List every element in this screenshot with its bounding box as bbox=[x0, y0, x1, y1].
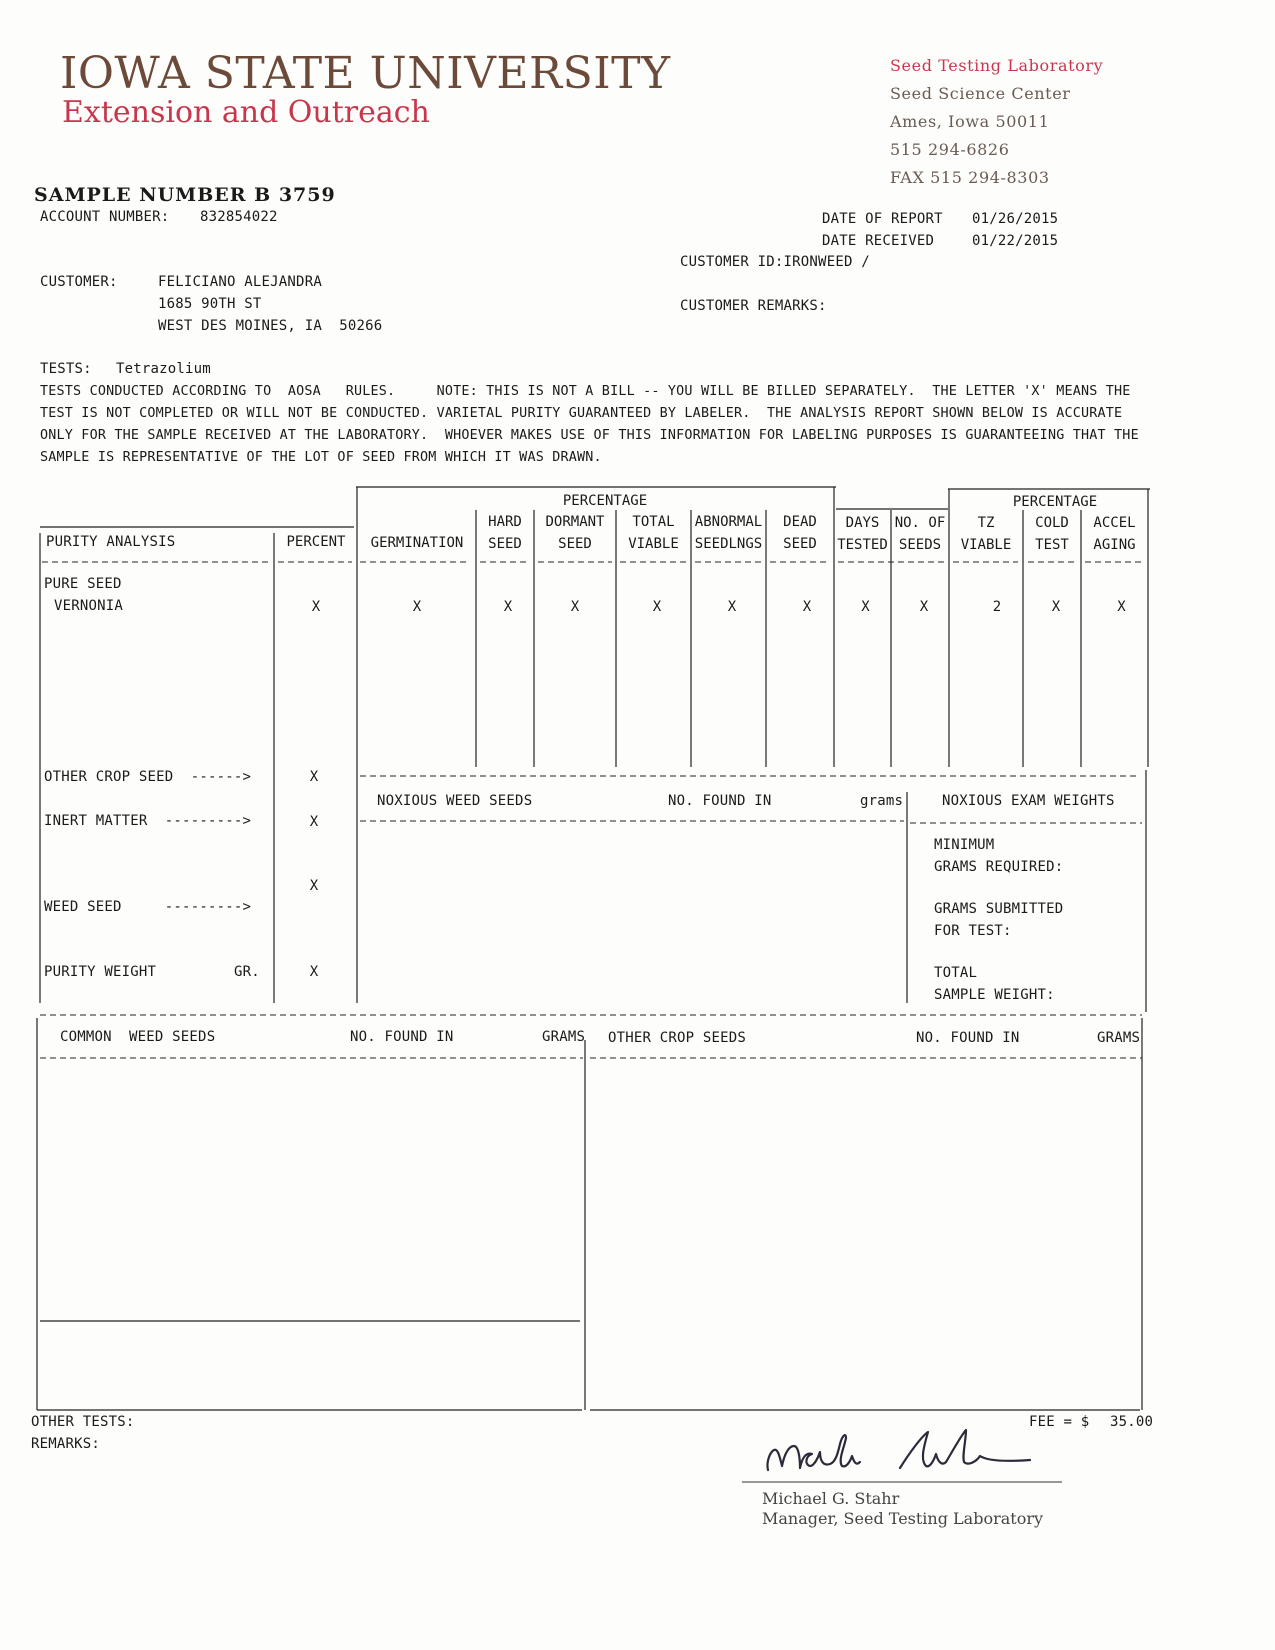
no-of-seeds-value: X bbox=[919, 599, 929, 615]
signer-name: Michael G. Stahr bbox=[762, 1489, 900, 1508]
fee-label: FEE = $ bbox=[1029, 1414, 1090, 1430]
dormant-seed-value: X bbox=[570, 599, 580, 615]
signer-title: Manager, Seed Testing Laboratory bbox=[762, 1509, 1044, 1528]
grams-submitted-label: GRAMS SUBMITTED bbox=[934, 901, 1064, 917]
noxious-found-in-header: NO. FOUND IN bbox=[668, 793, 772, 809]
dead-seed-header: DEAD bbox=[783, 514, 817, 530]
other-crop-found-in-header: NO. FOUND IN bbox=[916, 1030, 1020, 1046]
total-viable-header: VIABLE bbox=[628, 536, 679, 552]
common-grams-header: GRAMS bbox=[542, 1029, 586, 1045]
days-tested-value: X bbox=[861, 599, 870, 615]
tz-viable-header: TZ bbox=[977, 515, 995, 531]
no-of-seeds-header: NO. OF bbox=[894, 515, 946, 531]
purity-weight-label: PURITY WEIGHT bbox=[44, 964, 157, 980]
cold-test-header: COLD bbox=[1035, 515, 1069, 531]
inert-matter-label: INERT MATTER ---------> bbox=[44, 813, 252, 829]
inert-matter-value: X bbox=[309, 814, 319, 830]
total-viable-header: TOTAL bbox=[632, 514, 675, 530]
notice-line: TESTS CONDUCTED ACCORDING TO AOSA RULES. NOTE: THIS IS NOT A BILL -- YOU WILL BE BILLED SEPARATELY. THE LETTER 'X' MEANS THE bbox=[40, 384, 1131, 399]
accel-aging-header: AGING bbox=[1093, 537, 1136, 553]
date-received-label: DATE RECEIVED bbox=[822, 233, 935, 249]
minimum-label: MINIMUM bbox=[934, 837, 995, 853]
common-weed-seeds-header: COMMON WEED SEEDS bbox=[60, 1029, 216, 1045]
lab-phone: 515 294-6826 bbox=[890, 140, 1010, 159]
dead-seed-value: X bbox=[802, 599, 812, 615]
lab-fax: FAX 515 294-8303 bbox=[890, 168, 1050, 187]
sample-number: SAMPLE NUMBER B 3759 bbox=[34, 184, 336, 206]
purity-analysis-header: PURITY ANALYSIS bbox=[46, 534, 176, 550]
weed-seed-value: X bbox=[309, 878, 319, 894]
cold-test-header: TEST bbox=[1035, 537, 1069, 553]
percentage-header: PERCENTAGE bbox=[562, 493, 648, 509]
noxious-grams-header: grams bbox=[860, 793, 904, 809]
percentage-header-right: PERCENTAGE bbox=[1012, 494, 1098, 510]
purity-weight-value: X bbox=[309, 964, 319, 980]
customer-remarks-label: CUSTOMER REMARKS: bbox=[680, 298, 827, 314]
account-label: ACCOUNT NUMBER: bbox=[40, 209, 170, 225]
lab-center: Seed Science Center bbox=[890, 84, 1071, 103]
days-tested-header: TESTED bbox=[837, 537, 888, 553]
hard-seed-header: HARD bbox=[488, 514, 522, 530]
cold-test-value: X bbox=[1051, 599, 1061, 615]
for-test-label: FOR TEST: bbox=[934, 923, 1012, 939]
signature-image bbox=[740, 1422, 1070, 1484]
dormant-seed-header: DORMANT bbox=[545, 514, 605, 530]
fee-amount: 35.00 bbox=[1110, 1414, 1154, 1430]
other-crop-seed-value: X bbox=[309, 769, 319, 785]
other-tests-label: OTHER TESTS: bbox=[31, 1414, 135, 1430]
percent-header: PERCENT bbox=[286, 534, 346, 550]
crop-name: VERNONIA bbox=[54, 598, 124, 614]
tests-value: Tetrazolium bbox=[116, 361, 211, 377]
tz-viable-header: VIABLE bbox=[960, 537, 1012, 553]
date-of-report: 01/26/2015 bbox=[972, 211, 1059, 227]
germination-header: GERMINATION bbox=[370, 535, 464, 551]
hard-seed-header: SEED bbox=[488, 536, 522, 552]
notice-line: ONLY FOR THE SAMPLE RECEIVED AT THE LABORATORY. WHOEVER MAKES USE OF THIS INFORMATION FOR LABELING PURPOSES IS GUARANTEEING THAT THE bbox=[40, 428, 1139, 443]
sample-weight-label: SAMPLE WEIGHT: bbox=[934, 987, 1055, 1003]
customer-street: 1685 90TH ST bbox=[158, 296, 262, 312]
remarks-label: REMARKS: bbox=[31, 1436, 101, 1452]
university-name: IOWA STATE UNIVERSITY bbox=[60, 48, 671, 99]
abnormal-seedlings-value: X bbox=[727, 599, 737, 615]
pure-seed-label: PURE SEED bbox=[44, 576, 122, 592]
germination-value: X bbox=[412, 599, 422, 615]
dormant-seed-header: SEED bbox=[558, 536, 592, 552]
lab-city: Ames, Iowa 50011 bbox=[890, 112, 1050, 131]
other-crop-seed-label: OTHER CROP SEED ------> bbox=[44, 769, 252, 785]
grams-required-label: GRAMS REQUIRED: bbox=[934, 859, 1064, 875]
percent-value: X bbox=[311, 599, 321, 615]
lab-name: Seed Testing Laboratory bbox=[890, 56, 1104, 75]
hard-seed-value: X bbox=[503, 599, 513, 615]
customer-id: CUSTOMER ID:IRONWEED / bbox=[680, 254, 870, 270]
accel-aging-value: X bbox=[1117, 599, 1126, 615]
customer-label: CUSTOMER: bbox=[40, 274, 118, 290]
abnormal-seedlings-header: ABNORMAL bbox=[694, 514, 763, 530]
division-name: Extension and Outreach bbox=[62, 95, 430, 130]
notice-line: SAMPLE IS REPRESENTATIVE OF THE LOT OF SEED FROM WHICH IT WAS DRAWN. bbox=[40, 450, 602, 465]
no-of-seeds-header: SEEDS bbox=[898, 537, 942, 553]
purity-weight-unit: GR. bbox=[234, 964, 260, 980]
date-of-report-label: DATE OF REPORT bbox=[822, 211, 943, 227]
common-found-in-header: NO. FOUND IN bbox=[350, 1029, 454, 1045]
other-crop-seeds-header: OTHER CROP SEEDS bbox=[608, 1030, 747, 1046]
total-viable-value: X bbox=[652, 599, 662, 615]
dead-seed-header: SEED bbox=[783, 536, 817, 552]
date-received: 01/22/2015 bbox=[972, 233, 1059, 249]
abnormal-seedlings-header: SEEDLNGS bbox=[694, 536, 763, 552]
notice-line: TEST IS NOT COMPLETED OR WILL NOT BE CONDUCTED. VARIETAL PURITY GUARANTEED BY LABELER. THE ANALYSIS REPORT SHOWN BELOW IS ACCURATE bbox=[40, 406, 1123, 421]
tz-viable-value: 2 bbox=[992, 599, 1002, 615]
other-crop-grams-header: GRAMS bbox=[1097, 1030, 1141, 1046]
accel-aging-header: ACCEL bbox=[1093, 515, 1136, 531]
weed-seed-label: WEED SEED ---------> bbox=[44, 899, 252, 915]
noxious-weed-seeds-header: NOXIOUS WEED SEEDS bbox=[377, 793, 533, 809]
account-number: 832854022 bbox=[200, 209, 278, 225]
tests-label: TESTS: bbox=[40, 361, 92, 377]
noxious-exam-weights-header: NOXIOUS EXAM WEIGHTS bbox=[942, 793, 1115, 809]
total-label: TOTAL bbox=[934, 965, 978, 981]
customer-city: WEST DES MOINES, IA 50266 bbox=[158, 318, 383, 334]
customer-name: FELICIANO ALEJANDRA bbox=[158, 274, 322, 290]
days-tested-header: DAYS bbox=[845, 515, 880, 531]
